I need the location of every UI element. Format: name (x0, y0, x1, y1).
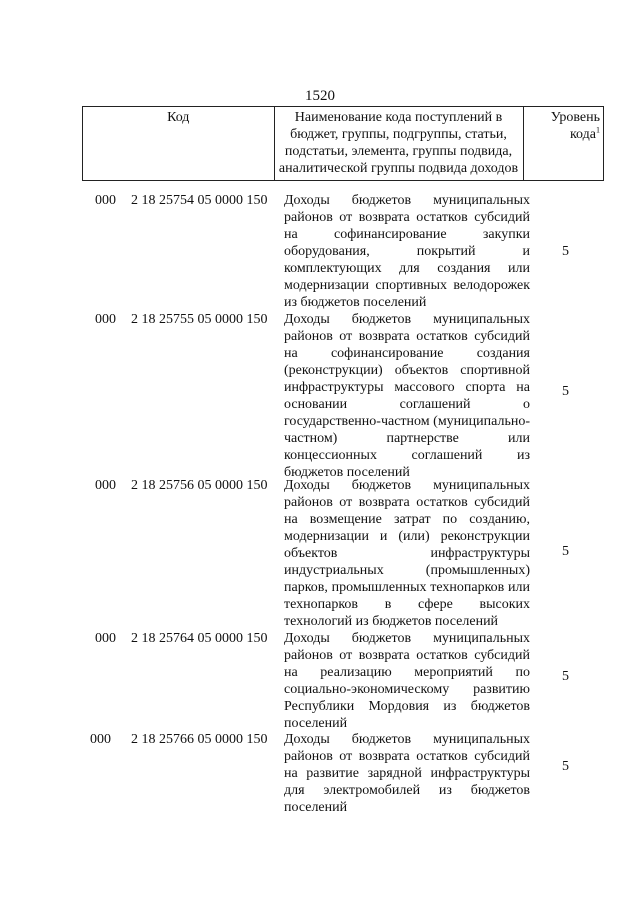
entry-name: Доходы бюджетов муниципальных районов от возврата остатков субсидий на софинансирование закупки оборудования, покрытий и комплектующих для создания или модернизации спортивных велодорожек из бюджетов поселений (284, 193, 530, 310)
entry-code: 2 18 25756 05 0000 150 (131, 478, 268, 493)
entry-admin-code: 000 (95, 478, 116, 493)
entry-code: 2 18 25754 05 0000 150 (131, 193, 268, 208)
list-item (0, 311, 640, 480)
entry-name: Доходы бюджетов муниципальных районов от возврата остатков субсидий на софинансирование создания (реконструкции) объектов спортивной инфраструктуры массового спорта на основании соглашений о государственно-частном (муниципально-частном) партнерстве или концессионных соглашений из бюджетов поселений (284, 312, 530, 480)
entry-level: 5 (562, 669, 569, 684)
entry-level: 5 (562, 544, 569, 559)
entry-level: 5 (562, 384, 569, 399)
entry-admin-code: 000 (95, 631, 116, 646)
header-name: Наименование кода поступлений в бюджет, группы, подгруппы, статьи, подстатьи, элемента, группы подвида, аналитической группы подвида доходов (274, 107, 523, 181)
entry-name: Доходы бюджетов муниципальных районов от возврата остатков субсидий на реализацию мероприятий по социально-экономическому развитию Республики Мордовия из бюджетов поселений (284, 631, 530, 731)
entry-level: 5 (562, 759, 569, 774)
list-item (0, 630, 640, 731)
header-level-text (527, 109, 600, 143)
header-code: Код (83, 107, 275, 181)
entry-code: 2 18 25755 05 0000 150 (131, 312, 268, 327)
entry-level: 5 (562, 244, 569, 259)
entry-admin-code: 000 (90, 732, 111, 747)
list-item (0, 731, 640, 821)
header-level (523, 107, 603, 181)
entry-name: Доходы бюджетов муниципальных районов от возврата остатков субсидий на возмещение затрат по созданию, модернизации и (или) реконструкции объектов инфраструктуры индустриальных (промышленных) парков, промышленных технопарков или технопарков в сфере высоких технологий из бюджетов поселений (284, 478, 530, 629)
header-table (82, 106, 604, 181)
list-item (0, 192, 640, 311)
header-row (83, 107, 604, 181)
page-number: 1520 (305, 88, 335, 104)
entry-admin-code: 000 (95, 193, 116, 208)
entry-code: 2 18 25766 05 0000 150 (131, 732, 268, 747)
entry-name: Доходы бюджетов муниципальных районов от возврата остатков субсидий на развитие зарядной инфраструктуры для электромобилей из бюджетов поселений (284, 732, 530, 815)
level-footnote-mark: 1 (596, 125, 600, 135)
entry-admin-code: 000 (95, 312, 116, 327)
entry-code: 2 18 25764 05 0000 150 (131, 631, 268, 646)
header-level-label: Уровень кода (550, 110, 600, 142)
list-item (0, 477, 640, 630)
entries-list (0, 192, 640, 821)
